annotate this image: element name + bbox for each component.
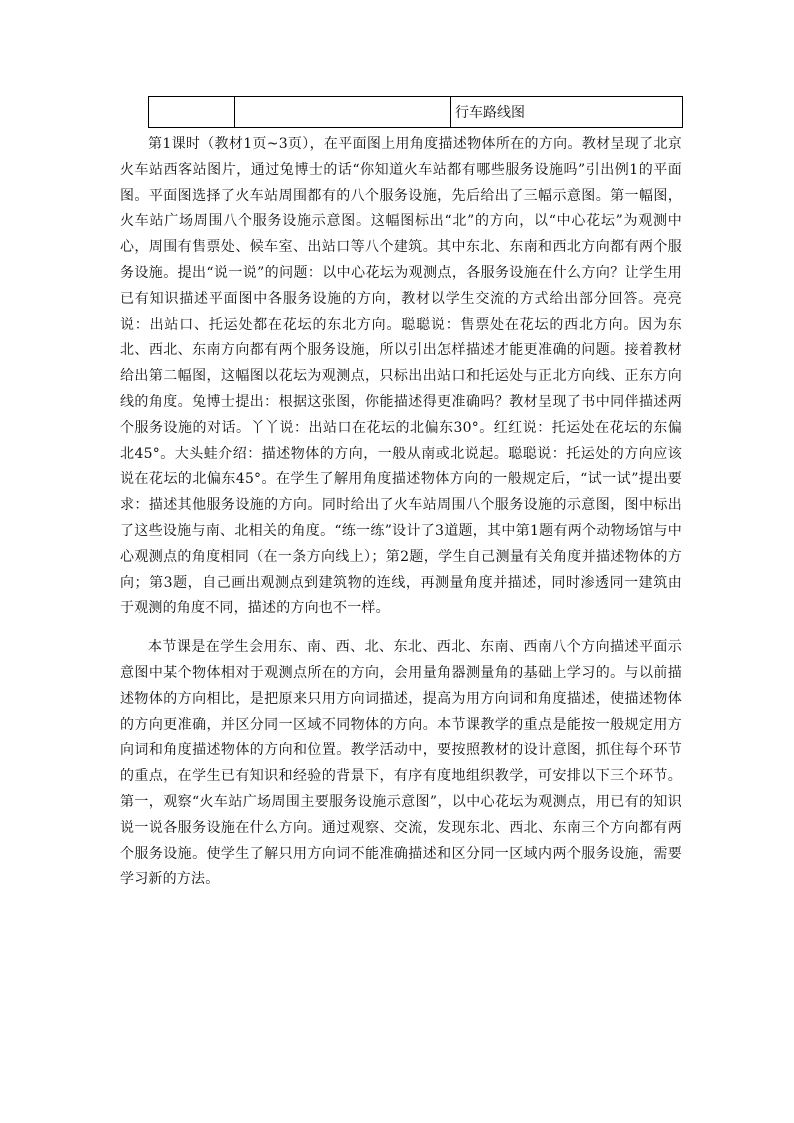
table-cell-2 <box>235 97 451 128</box>
table-cell-1 <box>149 97 235 128</box>
table-fragment <box>148 96 683 128</box>
paragraph-lesson-analysis: 本节课是在学生会用东、南、西、北、东北、西北、东南、西南八个方向描述平面示意图中某个物体相对于观测点所在的方向，会用量角器测量角的基础上学习的。与以前描述物体的方向相比，是把原来只用方向词描述，提高为用方向词和角度描述，使描述物体的方向更准确，并区分同一区域不同物体的方向。本节课教学的重点是能按一般规定用方向词和角度描述物体的方向和位置。教学活动中，要按照教材的设计意图，抓住每个环节的重点，在学生已有知识和经验的背景下，有序有度地组织教学，可安排以下三个环节。第一，观察“火车站广场周围主要服务设施示意图”，以中心花坛为观测点，用已有的知识说一说各服务设施在什么方向。通过观察、交流，发现东北、西北、东南三个方向都有两个服务设施。使学生了解只用方向词不能准确描述和区分同一区域内两个服务设施，需要学习新的方法。 <box>120 639 682 888</box>
body-text <box>120 132 682 893</box>
paragraph-lesson-1: 第1课时（教材1页~3页），在平面图上用角度描述物体所在的方向。教材呈现了北京火车站西客站图片，通过兔博士的话“你知道火车站都有哪些服务设施吗”引出例1的平面图。平面图选择了火车站周围都有的八个服务设施，先后给出了三幅示意图。第一幅图，火车站广场周围八个服务设施示意图。这幅图标出“北”的方向，以“中心花坛”为观测中心，周围有售票处、候车室、出站口等八个建筑。其中东北、东南和西北方向都有两个服务设施。提出“说一说”的问题：以中心花坛为观测点，各服务设施在什么方向？让学生用已有知识描述平面图中各服务设施的方向，教材以学生交流的方式给出部分回答。亮亮说：出站口、托运处都在花坛的东北方向。聪聪说：售票处在花坛的西北方向。因为东北、西北、东南方向都有两个服务设施，所以引出怎样描述才能更准确的问题。接着教材给出第二幅图，这幅图以花坛为观测点，只标出出站口和托运处与正北方向线、正东方向线的角度。兔博士提出：根据这张图，你能描述得更准确吗？教材呈现了书中同伴描述两个服务设施的对话。丫丫说：出站口在花坛的北偏东30°。红红说：托运处在花坛的东偏北45°。大头蛙介绍：描述物体的方向，一般从南或北说起。聪聪说：托运处的方向应该说在花坛的北偏东45°。在学生了解用角度描述物体方向的一般规定后，“试一试”提出要求：描述其他服务设施的方向。同时给出了火车站周围八个服务设施的示意图，图中标出了这些设施与南、北相关的角度。“练一练”设计了3道题，其中第1题有两个动物场馆与中心观测点的角度相同（在一条方向线上）；第2题，学生自己测量有关角度并描述物体的方向；第3题，自己画出观测点到建筑物的连线，再测量角度并描述，同时渗透同一建筑由于观测的角度不同，描述的方向也不一样。 <box>120 136 682 617</box>
table-row <box>149 97 683 128</box>
table-cell-route-map: 行车路线图 <box>451 97 683 128</box>
